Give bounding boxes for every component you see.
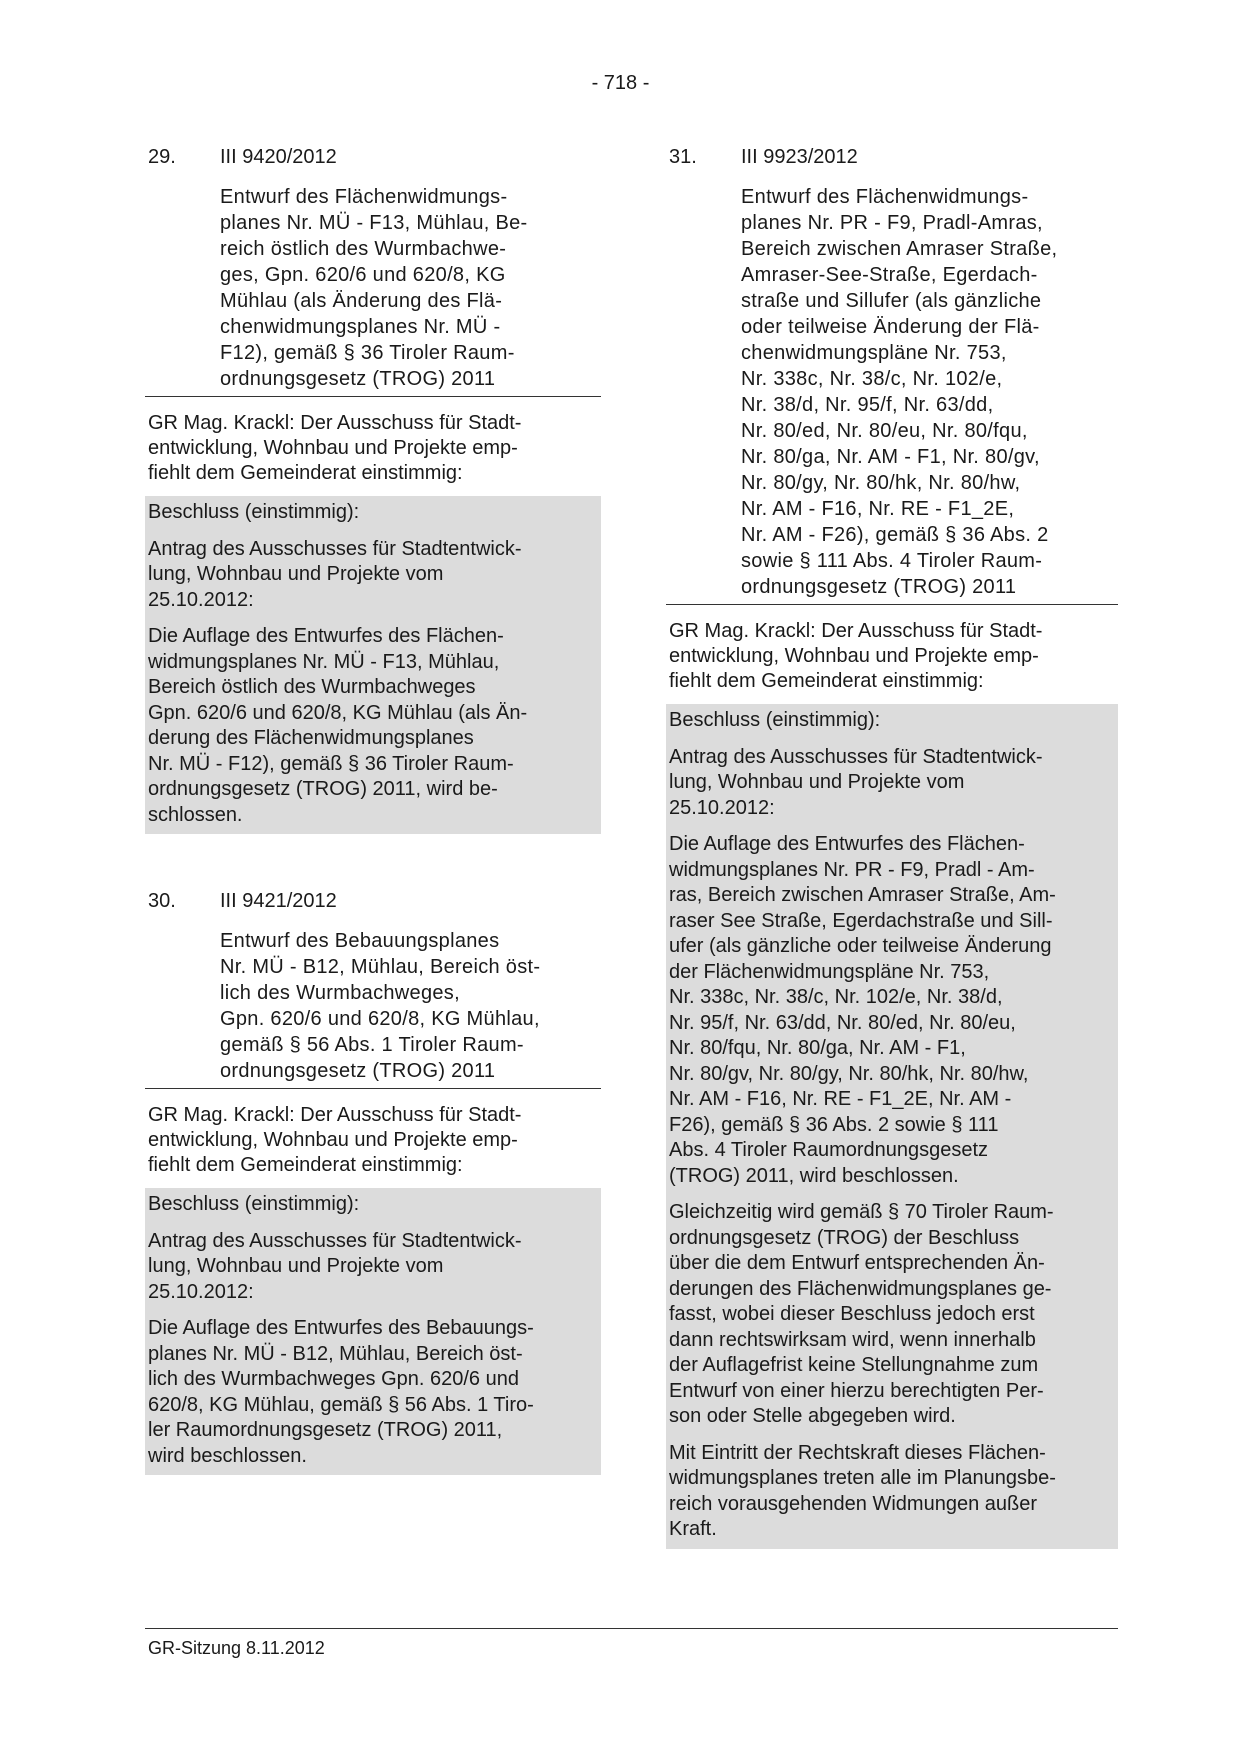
right-column	[666, 146, 1118, 1549]
resolution-text: Die Auflage des Entwurfes des Flächen- widmungsplanes Nr. PR - F9, Pradl - Am- ras, Bereich zwischen Amraser Straße, Am- raser See Straße, Egerdachstraße und Sill- ufer (als gänzliche oder teilweise Änderung der Flächenwidmungspläne Nr. 753, Nr. 338c, Nr. 38/c, Nr. 102/e, Nr. 38/d, Nr. 95/f, Nr. 63/dd, Nr. 80/ed, Nr. 80/eu, Nr. 80/fqu, Nr. 80/ga, Nr. AM - F1, Nr. 80/gv, Nr. 80/gy, Nr. 80/hk, Nr. 80/hw, Nr. AM - F16, Nr. RE - F1_2E, Nr. AM - F26), gemäß § 36 Abs. 2 sowie § 111 Abs. 4 Tiroler Raumordnungsgesetz (TROG) 2011, wird beschlossen.	[669, 833, 1056, 1187]
item-reference: III 9420/2012	[220, 146, 337, 168]
item-header	[666, 146, 1118, 172]
decision-label: Beschluss (einstimmig):	[148, 501, 360, 523]
divider	[666, 604, 1118, 605]
agenda-item-29	[145, 146, 601, 834]
resolution-text: Die Auflage des Entwurfes des Bebauungs- planes Nr. MÜ - B12, Mühlau, Bereich öst- lich des Wurmbachweges Gpn. 620/6 und 620/8, KG Mühlau, gemäß § 56 Abs. 1 Tiro- ler Raumordnungsgesetz (TROG) 2011, wird beschlossen.	[148, 1317, 534, 1467]
simultaneous-resolution-text: Gleichzeitig wird gemäß § 70 Tiroler Raum- ordnungsgesetz (TROG) der Beschluss über die dem Entwurf entsprechenden Än- derungen des Flächenwidmungsplanes ge- fasst, wobei dieser Beschluss jedoch erst dann rechtswirksam wird, wenn innerhalb der Auflagefrist keine Stellungnahme zum Entwurf von einer hierzu berechtigten Per- son oder Stelle abgegeben wird.	[669, 1201, 1054, 1427]
committee-statement: GR Mag. Krackl: Der Ausschuss für Stadt- entwicklung, Wohnbau und Projekte emp- fiehlt dem Gemeinderat einstimmig:	[148, 412, 522, 484]
item-reference: III 9923/2012	[741, 146, 858, 168]
committee-statement: GR Mag. Krackl: Der Ausschuss für Stadt- entwicklung, Wohnbau und Projekte emp- fiehlt dem Gemeinderat einstimmig:	[669, 620, 1043, 692]
item-reference: III 9421/2012	[220, 890, 337, 912]
divider	[145, 396, 601, 397]
motion-text: Antrag des Ausschusses für Stadtentwick- lung, Wohnbau und Projekte vom 25.10.2012:	[148, 1229, 522, 1303]
item-title: Entwurf des Flächenwidmungs- planes Nr. PR - F9, Pradl-Amras, Bereich zwischen Amraser Straße, Amraser-See-Straße, Egerdach- straße und Sillufer (als gänzliche oder teilweise Änderung der Flä- chenwidmungspläne Nr. 753, Nr. 338c, Nr. 38/c, Nr. 102/e, Nr. 38/d, Nr. 95/f, Nr. 63/dd, Nr. 80/ed, Nr. 80/eu, Nr. 80/fqu, Nr. 80/ga, Nr. AM - F1, Nr. 80/gv, Nr. 80/gy, Nr. 80/hk, Nr. 80/hw, Nr. AM - F16, Nr. RE - F1_2E, Nr. AM - F26), gemäß § 36 Abs. 2 sowie § 111 Abs. 4 Tiroler Raum- ordnungsgesetz (TROG) 2011	[741, 186, 1058, 598]
item-header	[145, 890, 601, 916]
motion-text: Antrag des Ausschusses für Stadtentwick- lung, Wohnbau und Projekte vom 25.10.2012:	[669, 745, 1043, 819]
divider	[145, 1088, 601, 1089]
left-column	[145, 146, 601, 1475]
motion-text: Antrag des Ausschusses für Stadtentwick- lung, Wohnbau und Projekte vom 25.10.2012:	[148, 537, 522, 611]
item-number: 30.	[148, 890, 176, 912]
page-number: - 718 -	[591, 72, 650, 94]
resolution-box	[666, 704, 1118, 1549]
item-title: Entwurf des Bebauungsplanes Nr. MÜ - B12, Mühlau, Bereich öst- lich des Wurmbachweges, Gpn. 620/6 und 620/8, KG Mühlau, gemäß § 56 Abs. 1 Tiroler Raum- ordnungsgesetz (TROG) 2011	[220, 930, 541, 1082]
committee-statement: GR Mag. Krackl: Der Ausschuss für Stadt- entwicklung, Wohnbau und Projekte emp- fiehlt dem Gemeinderat einstimmig:	[148, 1104, 522, 1176]
decision-label: Beschluss (einstimmig):	[148, 1193, 360, 1215]
footer-session-date: GR-Sitzung 8.11.2012	[148, 1638, 325, 1658]
legal-effect-text: Mit Eintritt der Rechtskraft dieses Flächen- widmungsplanes treten alle im Planungsbe- reich vorausgehenden Widmungen außer Kraft.	[669, 1441, 1056, 1540]
footer-divider	[145, 1628, 1118, 1629]
agenda-item-31	[666, 146, 1118, 1549]
agenda-item-30	[145, 890, 601, 1475]
item-number: 31.	[669, 146, 697, 168]
resolution-text: Die Auflage des Entwurfes des Flächen- widmungsplanes Nr. MÜ - F13, Mühlau, Bereich östlich des Wurmbachweges Gpn. 620/6 und 620/8, KG Mühlau (als Än- derung des Flächenwidmungsplanes Nr. MÜ - F12), gemäß § 36 Tiroler Raum- ordnungsgesetz (TROG) 2011, wird be- schlossen.	[148, 625, 528, 826]
resolution-box	[145, 496, 601, 834]
item-title: Entwurf des Flächenwidmungs- planes Nr. MÜ - F13, Mühlau, Be- reich östlich des Wurmbachwe- ges, Gpn. 620/6 und 620/8, KG Mühlau (als Änderung des Flä- chenwidmungsplanes Nr. MÜ - F12), gemäß § 36 Tiroler Raum- ordnungsgesetz (TROG) 2011	[220, 186, 528, 390]
item-number: 29.	[148, 146, 176, 168]
decision-label: Beschluss (einstimmig):	[669, 709, 881, 731]
resolution-box	[145, 1188, 601, 1475]
item-header	[145, 146, 601, 172]
